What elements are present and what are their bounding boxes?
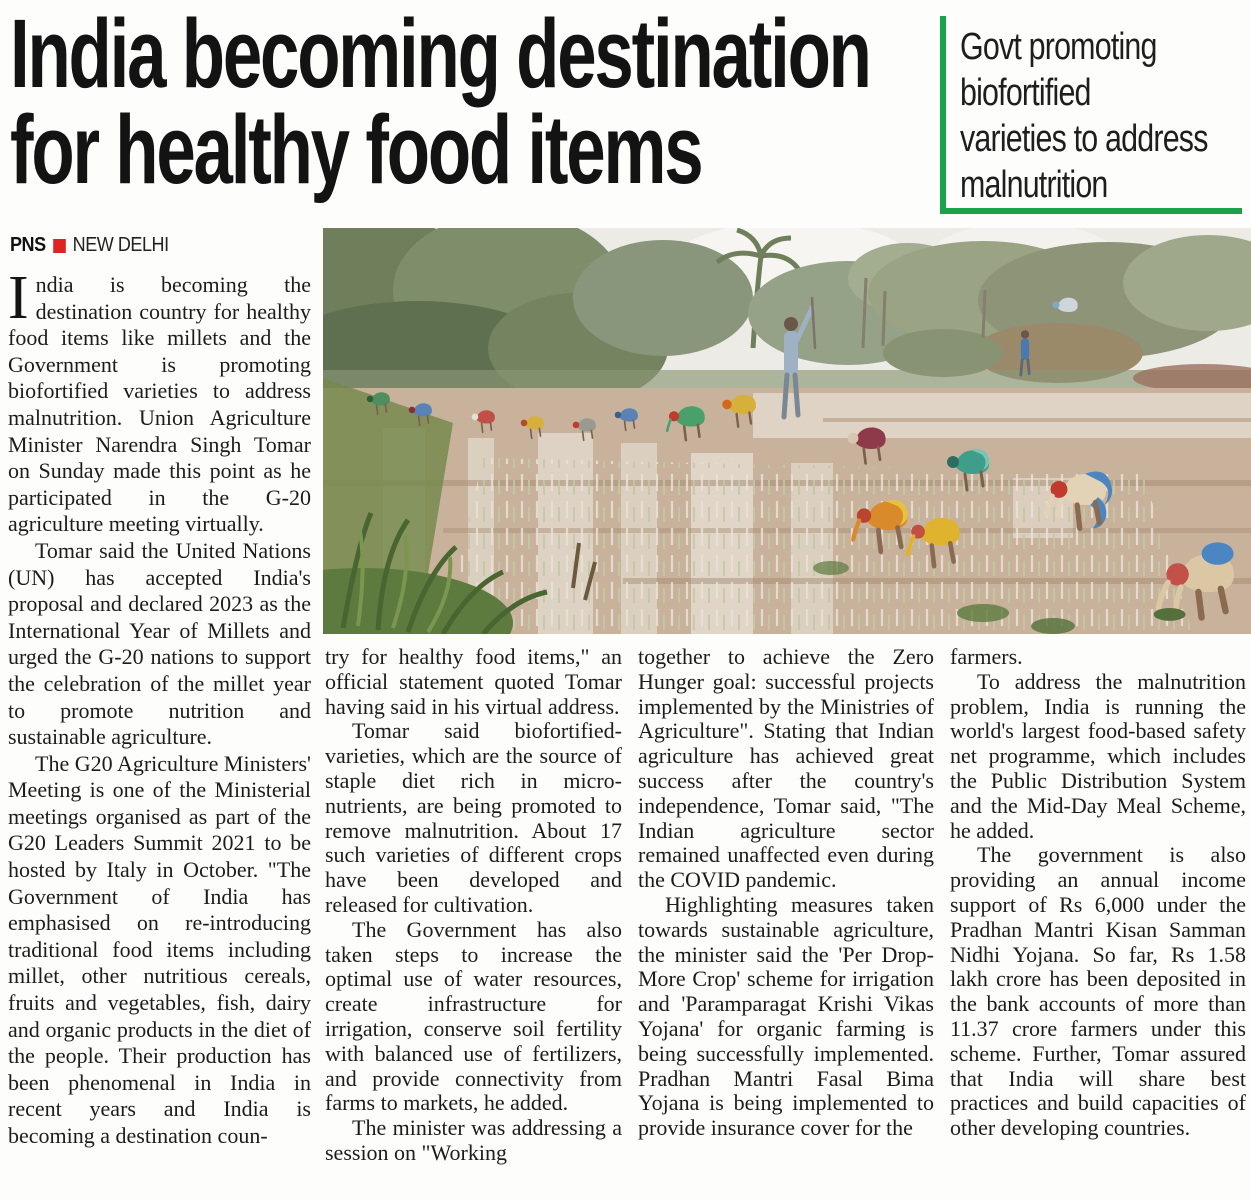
sub-headline-line-3: varieties to address [960, 118, 1208, 160]
article-paragraph: Highlighting measures taken towards sustainable agriculture, the minister said the 'Per Drop-More Crop' scheme for irrigation and 'Paramparagat Krishi Vikas Yojana' for organic farming is being successfully implemented. Pradhan Mantri Fasal Bima Yojana is being implemented to provide insurance cover for the [638, 891, 934, 1141]
article-paragraph: together to achieve the Zero Hunger goal: successful projects implemented by the Ministries of Agriculture". Stating that Indian agriculture has achieved great success after the country's independence, Tomar said, "The Indian agriculture sector remained unaffected even during the COVID pandemic. [638, 645, 934, 893]
photo-illustration [323, 228, 1251, 634]
article-paragraph: Tomar said the United Nations (UN) has accepted India's proposal and declared 2023 as the International Year of Millets and urged the G-20 nations to support the celebration of the millet year to promote nutrition and sustainable agriculture. [8, 537, 311, 750]
byline-separator-square-icon [53, 239, 66, 253]
article-column-2 [325, 645, 622, 1200]
article-paragraph: farmers. [950, 645, 1023, 669]
article-paragraph: The G20 Agriculture Ministers' Meeting is one of the Ministerial meetings organised as part of the G20 Leaders Summit 2021 to be hosted by Italy in October. "The Government of India has emphasised on re-introducing traditional food items including millet, other nutritious cereals, fruits and vegetables, fish, dairy and organic products in the diet of the people. Their production has been phenomenal in India in recent years and India is becoming a destination coun- [8, 750, 311, 1148]
paddy-field-photo [323, 228, 1251, 634]
dateline-location: NEW DELHI [72, 234, 169, 256]
sub-headline-line-2: biofortified [960, 72, 1091, 114]
byline [10, 234, 169, 257]
article-column-3 [638, 645, 934, 1200]
article-paragraph: try for healthy food items," an official statement quoted Tomar having said in his virtual address. [325, 645, 622, 719]
main-headline [10, 0, 940, 204]
article-paragraph: To address the malnutrition problem, India is running the world's largest food-based safety net programme, which includes the Public Distribution System and the Mid-Day Meal Scheme, he added. [950, 668, 1246, 843]
sub-headline-box [940, 16, 1242, 214]
article-paragraph: The minister was addressing a session on "Working [325, 1115, 622, 1165]
article-column-1 [8, 272, 311, 1192]
article-paragraph: India is becoming the destination country for healthy food items like millets and the Government is promoting biofortified varieties to address malnutrition. Union Agriculture Minister Narendra Singh Tomar on Sunday made this point as he participated in the G-20 agriculture meeting virtually. [8, 272, 311, 537]
headline-line-2: for healthy food items [10, 95, 702, 204]
sub-headline-line-4: malnutrition [960, 164, 1108, 206]
headline-line-1: India becoming destination [10, 0, 870, 108]
article-paragraph: The Government has also taken steps to increase the optimal use of water resources, create infrastructure for irrigation, conserve soil fertility with balanced use of fertilizers, and provide connectivity from farms to markets, he added. [325, 916, 622, 1116]
article-column-4 [950, 645, 1246, 1200]
article-paragraph: The government is also providing an annual income support of Rs 6,000 under the Pradhan Mantri Kisan Samman Nidhi Yojana. So far, Rs 1.58 lakh crore has been deposited in the bank accounts of more than 11.37 crore farmers under this scheme. Further, Tomar assured that India will share best practices and build capacities of other developing countries. [950, 842, 1246, 1141]
sub-headline-line-1: Govt promoting [960, 26, 1157, 68]
news-agency-label: PNS [10, 234, 46, 256]
article-paragraph: Tomar said biofortified-varieties, which are the source of staple diet rich in micro-nutrients, are being promoted to remove malnutrition. About 17 such varieties of different crops have been developed and released for cultivation. [325, 718, 622, 917]
